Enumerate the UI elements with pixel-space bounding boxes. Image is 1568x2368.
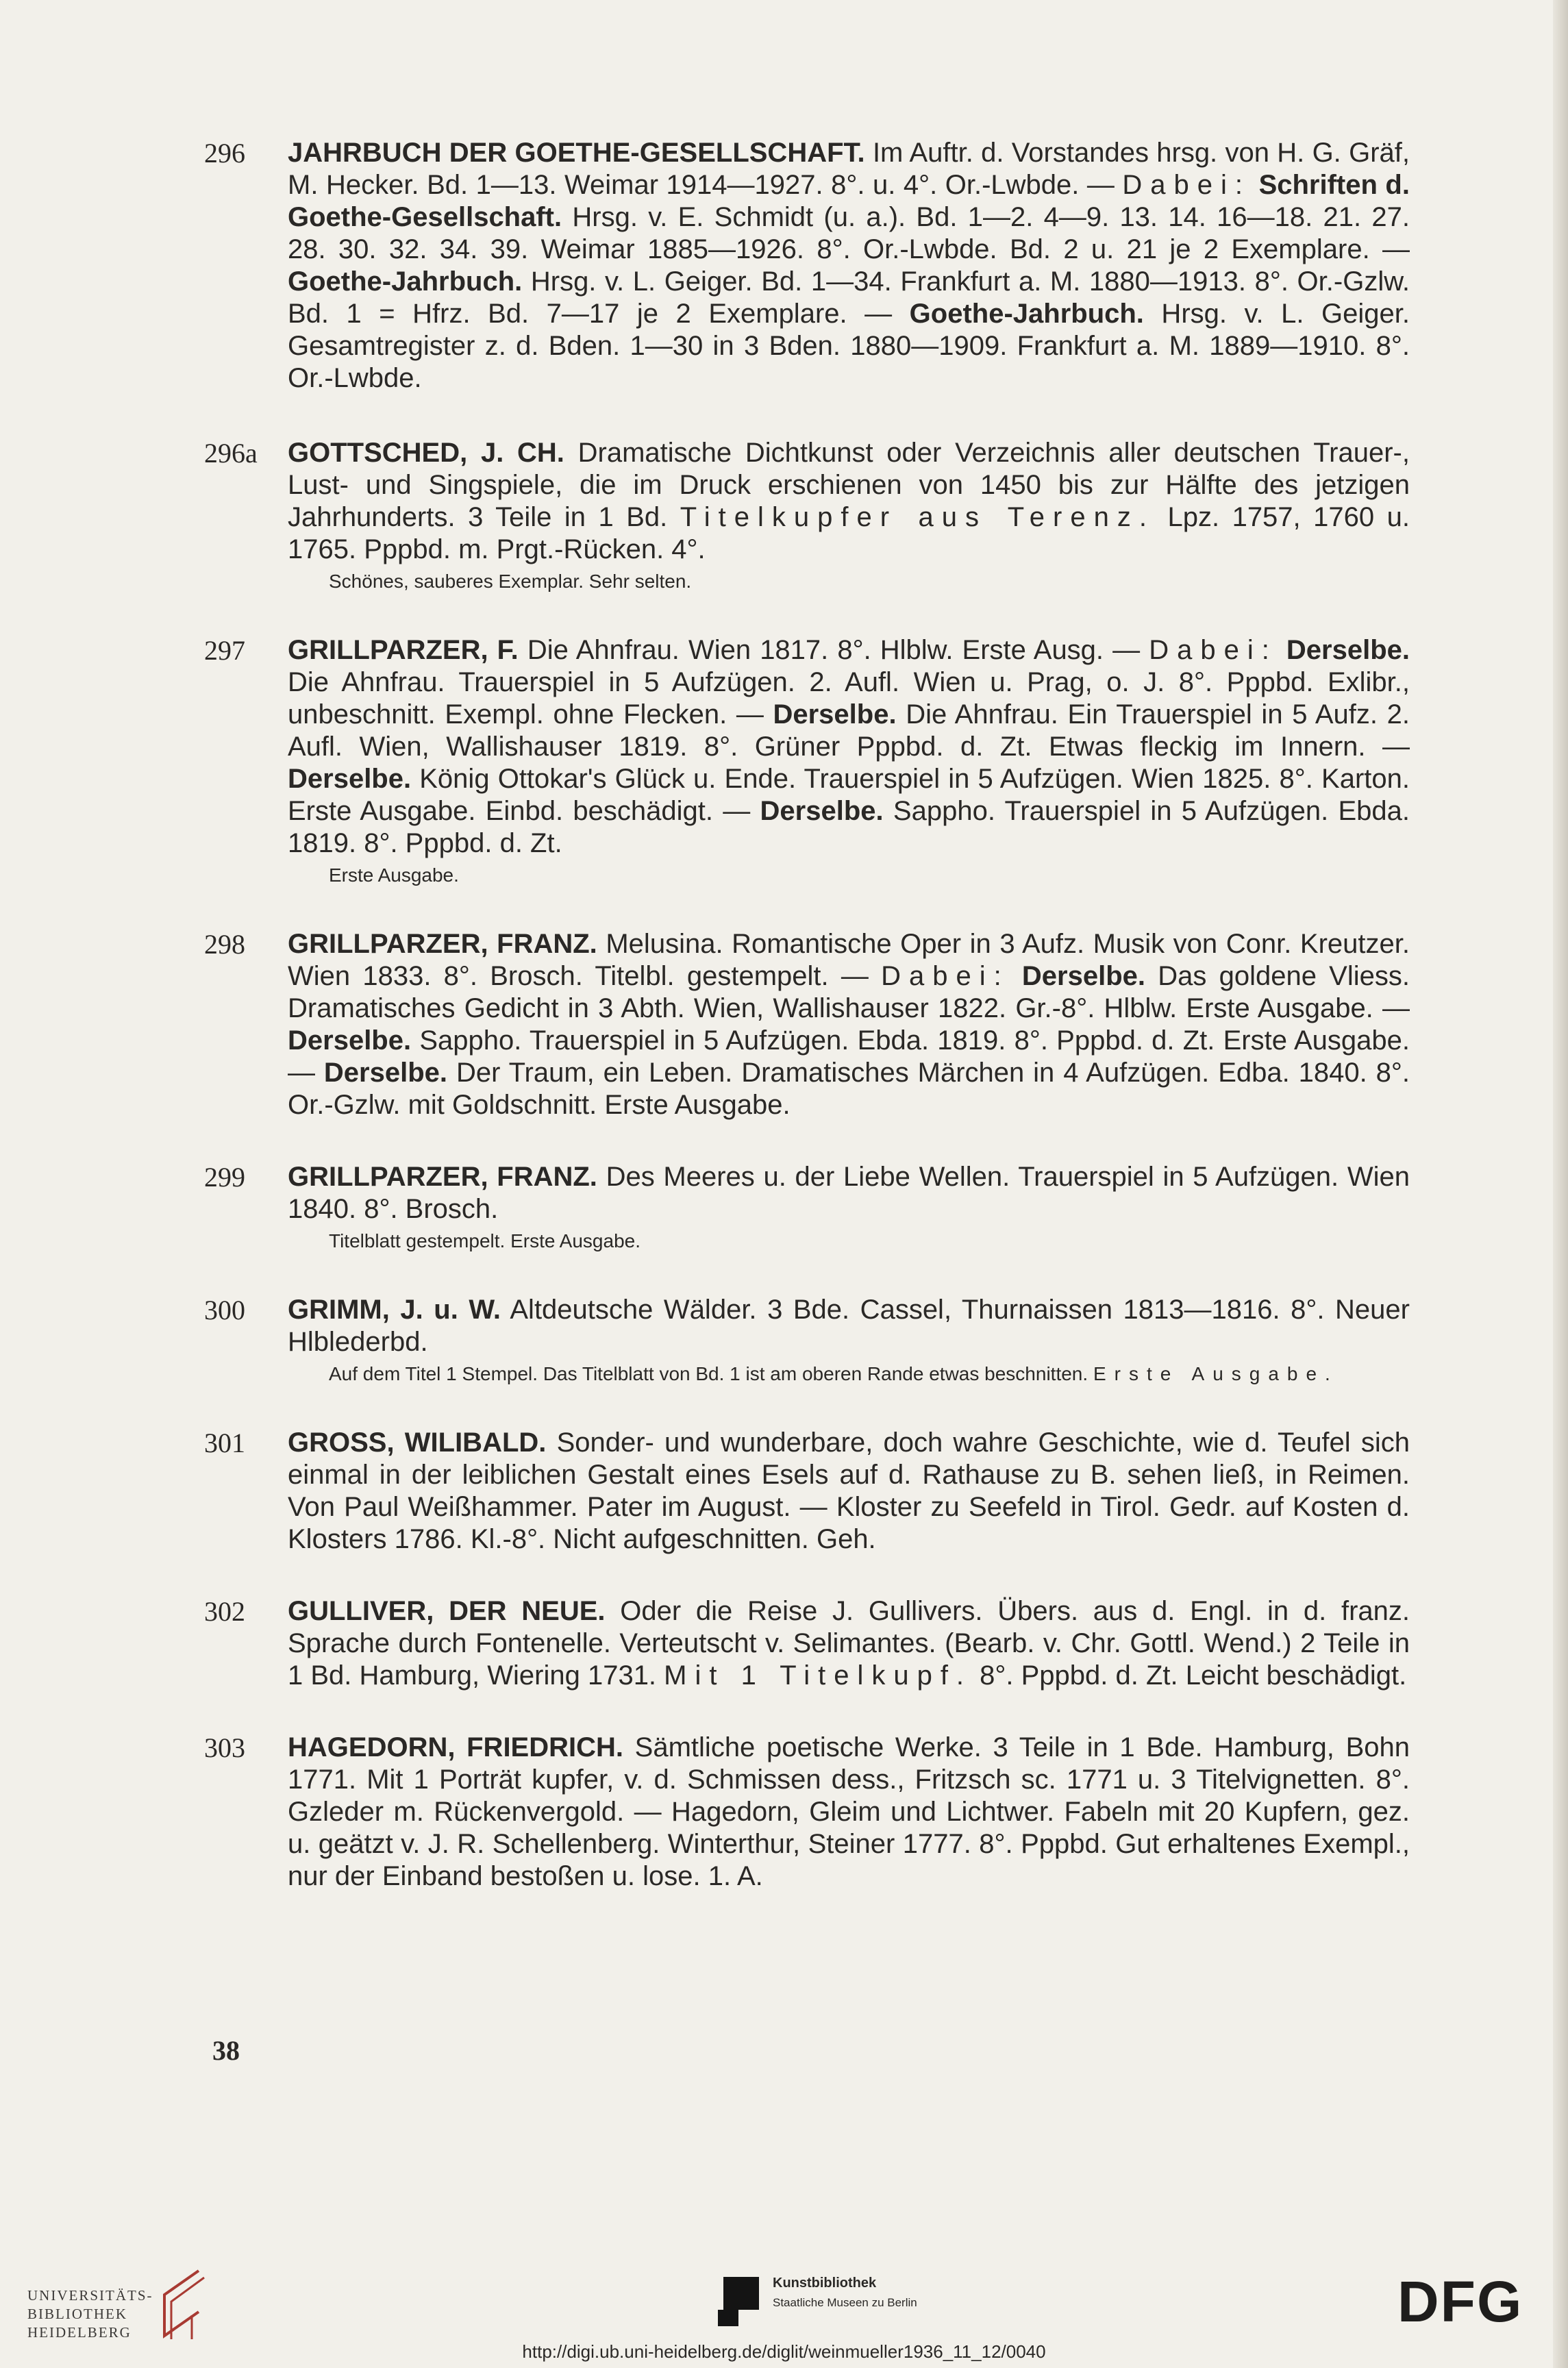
entry-heading: GRIMM, J. u. W. (288, 1295, 501, 1325)
entry-text (1251, 170, 1259, 200)
entry-text: Des Meeres u. der Liebe Wellen. Trauerspiel in 5 Aufzügen. Wien 1840. 8°. Brosch. (288, 1162, 1410, 1224)
entry-text: 8°. Pppbd. d. Zt. Leicht beschädigt. (972, 1660, 1407, 1691)
ub-line-3: HEIDELBERG (27, 2324, 132, 2341)
entry-heading: GULLIVER, DER NEUE. (288, 1596, 606, 1626)
entry-heading: JAHRBUCH DER GOETHE-GESELLSCHAFT. (288, 138, 865, 168)
entry-description (288, 635, 1410, 858)
university-library-logo[interactable] (27, 2267, 206, 2343)
entry-note-text: Schönes, sauberes Exemplar. Sehr selten. (329, 571, 692, 592)
ub-emblem-icon (151, 2267, 212, 2343)
entry-bold-title: Derselbe. (773, 699, 897, 730)
page-number: 38 (212, 2035, 240, 2066)
entry-description (288, 1596, 1410, 1691)
entry-bold-title: Derselbe. (1286, 635, 1410, 665)
university-library-name (27, 2286, 153, 2342)
ub-line-1: UNIVERSITÄTS- (27, 2287, 153, 2304)
entry-heading: GROSS, WILIBALD. (288, 1428, 547, 1458)
entry-text: Lpz. 1757, 1760 u. 1765. Pppbd. m. Prgt.-Rücken. 4°. (288, 502, 1410, 564)
entry-text: Sämtliche poetische Werke. 3 Teile in 1 Bde. Hamburg, Bohn 1771. Mit 1 Porträt kupfer, v. d. Schmissen dess., Fritzsch sc. 1771 u. 3 Titelvignetten. 8°. Gzleder m. Rückenvergold. — Hagedorn, Gleim und Lichtwer. Fabeln mit 20 Kupfern, gez. u. geätzt v. J. R. Schellenberg. Winterthur, Steiner 1777. 8°. Pppbd. Gut erhaltenes Exempl., nur der Einband bestoßen u. lose. 1. A. (288, 1732, 1410, 1891)
catalog-entry (204, 437, 1410, 595)
entry-bold-title: Schriften d. Goethe-Gesellschaft. (288, 170, 1410, 232)
entry-text: Im Auftr. d. Vorstandes hrsg. von H. G. Gräf, M. Hecker. Bd. 1—13. Weimar 1914—1927. 8°. u. 4°. Or.-Lwbde. — (288, 138, 1410, 200)
entry-heading: GOTTSCHED, J. CH. (288, 438, 564, 468)
entry-note (329, 1228, 1410, 1254)
entry-heading: GRILLPARZER, F. (288, 635, 519, 665)
entry-bold-title: Goethe-Jahrbuch. (909, 299, 1144, 329)
entry-number: 297 (204, 635, 245, 666)
entry-text: Sonder- und wunderbare, doch wahre Geschichte, wie d. Teufel sich einmal in der leiblichen Gestalt eines Esels auf d. Rathause zu B. sehen ließ, in Reimen. Von Paul Weißhammer. Pater im August. — Kloster zu Seefeld in Tirol. Gedr. auf Kosten d. Klosters 1786. Kl.-8°. Nicht aufgeschnitten. Geh. (288, 1428, 1410, 1554)
catalog-entry (204, 634, 1410, 888)
entry-heading: GRILLPARZER, FRANZ. (288, 1162, 597, 1192)
entry-heading: HAGEDORN, FRIEDRICH. (288, 1732, 624, 1762)
entry-spaced-text: Dabei: (1122, 170, 1252, 200)
kunstbibliothek-title: Kunstbibliothek (773, 2276, 877, 2291)
entry-text: Dramatische Dichtkunst oder Verzeichnis aller deutschen Trauer-, Lust- und Singspiele, die im Druck erschienen von 1450 bis zur Hälfte des jetzigen Jahrhunderts. 3 Teile in 1 Bd. (288, 438, 1410, 532)
entry-spaced-text: Dabei: (1149, 635, 1278, 665)
entry-heading: GRILLPARZER, FRANZ. (288, 929, 597, 959)
entry-text: Hrsg. v. L. Geiger. Bd. 1—34. Frankfurt a. M. 1880—1913. 8°. Or.-Gzlw. Bd. 1 = Hfrz. Bd. 7—17 je 2 Exemplare. — (288, 266, 1410, 329)
entry-text: Sappho. Trauerspiel in 5 Aufzügen. Ebda. 1819. 8°. Pppbd. d. Zt. Erste Ausgabe. — (288, 1025, 1410, 1088)
entry-number: 302 (204, 1596, 245, 1627)
entry-bold-title: Derselbe. (323, 1058, 448, 1088)
catalog-entry (204, 137, 1410, 395)
entry-text: Der Traum, ein Leben. Dramatisches Märchen in 4 Aufzügen. Edba. 1840. 8°. Or.-Gzlw. mit Goldschnitt. Erste Ausgabe. (288, 1058, 1410, 1120)
entry-description (288, 1428, 1410, 1554)
ub-line-2: BIBLIOTHEK (27, 2306, 127, 2322)
kunstbibliothek-emblem-icon (718, 2277, 759, 2326)
entry-note-text: Erste Ausgabe. (1093, 1363, 1339, 1384)
kunstbibliothek-subtitle: Staatliche Museen zu Berlin (773, 2296, 917, 2309)
entry-description (288, 929, 1410, 1120)
entry-text (1010, 961, 1022, 991)
entry-note (329, 569, 1410, 595)
source-url-link[interactable]: http://digi.ub.uni-heidelberg.de/diglit/weinmueller1936_11_12/0040 (522, 2341, 1046, 2362)
entry-text: Die Ahnfrau. Wien 1817. 8°. Hlblw. Erste Ausg. — (518, 635, 1149, 665)
entry-text: König Ottokar's Glück u. Ende. Trauerspiel in 5 Aufzügen. Wien 1825. 8°. Karton. Erste Ausgabe. Einbd. beschädigt. — (288, 764, 1410, 826)
entry-text: Die Ahnfrau. Trauerspiel in 5 Aufzügen. 2. Aufl. Wien u. Prag, o. J. 8°. Pppbd. Exlibr., unbeschnitt. Exempl. ohne Flecken. — (288, 667, 1410, 730)
entry-description (288, 1732, 1410, 1891)
entry-description (288, 1295, 1410, 1357)
footer (0, 2254, 1568, 2368)
catalog-entries (204, 137, 1410, 1893)
entry-bold-title: Derselbe. (288, 1025, 412, 1056)
entry-note-text: Erste Ausgabe. (329, 864, 459, 886)
entry-text: Hrsg. v. E. Schmidt (u. a.). Bd. 1—2. 4—9. 13. 14. 16—18. 21. 27. 28. 30. 32. 34. 39. Weimar 1885—1926. 8°. Or.-Lwbde. Bd. 2 u. 21 je 2 Exemplare. — (288, 202, 1410, 264)
entry-text (1278, 635, 1286, 665)
entry-spaced-text: Mit 1 Titelkupf. (664, 1660, 973, 1691)
entry-number: 299 (204, 1162, 245, 1193)
catalog-entry (204, 1161, 1410, 1254)
entry-text: Melusina. Romantische Oper in 3 Aufz. Musik von Conr. Kreutzer. Wien 1833. 8°. Brosch. Titelbl. gestempelt. — (288, 929, 1410, 991)
entry-note (329, 1361, 1410, 1387)
entry-number: 298 (204, 929, 245, 960)
entry-bold-title: Derselbe. (288, 764, 412, 794)
entry-description (288, 1162, 1410, 1224)
dfg-logo[interactable]: DFG (1397, 2269, 1523, 2334)
catalog-entry (204, 1595, 1410, 1692)
catalog-entry (204, 1732, 1410, 1893)
catalog-entry (204, 1294, 1410, 1387)
entry-note-text: Auf dem Titel 1 Stempel. Das Titelblatt von Bd. 1 ist am oberen Rande etwas beschnitten. (329, 1363, 1093, 1384)
entry-spaced-text: Dabei: (881, 961, 1010, 991)
catalog-entry (204, 1427, 1410, 1556)
entry-text: Sappho. Trauerspiel in 5 Aufzügen. Ebda. 1819. 8°. Pppbd. d. Zt. (288, 796, 1410, 858)
catalog-entry (204, 928, 1410, 1121)
entry-text: Das goldene Vliess. Dramatisches Gedicht in 3 Abth. Wien, Wallishauser 1822. Gr.-8°. Hlblw. Erste Ausgabe. — (288, 961, 1410, 1023)
page-edge-shadow (1553, 0, 1568, 2368)
entry-number: 301 (204, 1428, 245, 1458)
entry-number: 300 (204, 1295, 245, 1325)
entry-note (329, 862, 1410, 888)
entry-description (288, 138, 1410, 393)
entry-bold-title: Goethe-Jahrbuch. (288, 266, 523, 297)
entry-number: 296a (204, 438, 258, 469)
entry-text: Die Ahnfrau. Ein Trauerspiel in 5 Aufz. 2. Aufl. Wien, Wallishauser 1819. 8°. Grüner Pppbd. d. Zt. Etwas fleckig im Innern. — (288, 699, 1410, 762)
entry-text: Oder die Reise J. Gullivers. Übers. aus d. Engl. in d. franz. Sprache durch Fontenelle. Verteutscht v. Selimantes. (Bearb. v. Chr. Gottl. Wend.) 2 Teile in 1 Bd. Hamburg, Wiering 1731. (288, 1596, 1410, 1691)
entry-number: 296 (204, 138, 245, 169)
entry-note-text: Titelblatt gestempelt. Erste Ausgabe. (329, 1230, 640, 1251)
entry-text: Altdeutsche Wälder. 3 Bde. Cassel, Thurnaissen 1813—1816. 8°. Neuer Hlblederbd. (288, 1295, 1410, 1357)
entry-text: Hrsg. v. L. Geiger. Gesamtregister z. d. Bden. 1—30 in 3 Bden. 1880—1909. Frankfurt a. M. 1889—1910. 8°. Or.-Lwbde. (288, 299, 1410, 393)
kunstbibliothek-logo[interactable] (718, 2269, 965, 2337)
entry-description (288, 438, 1410, 564)
entry-number: 303 (204, 1732, 245, 1763)
entry-spaced-text: Titelkupfer aus Terenz. (680, 502, 1155, 532)
entry-bold-title: Derselbe. (1021, 961, 1146, 991)
entry-bold-title: Derselbe. (760, 796, 884, 826)
